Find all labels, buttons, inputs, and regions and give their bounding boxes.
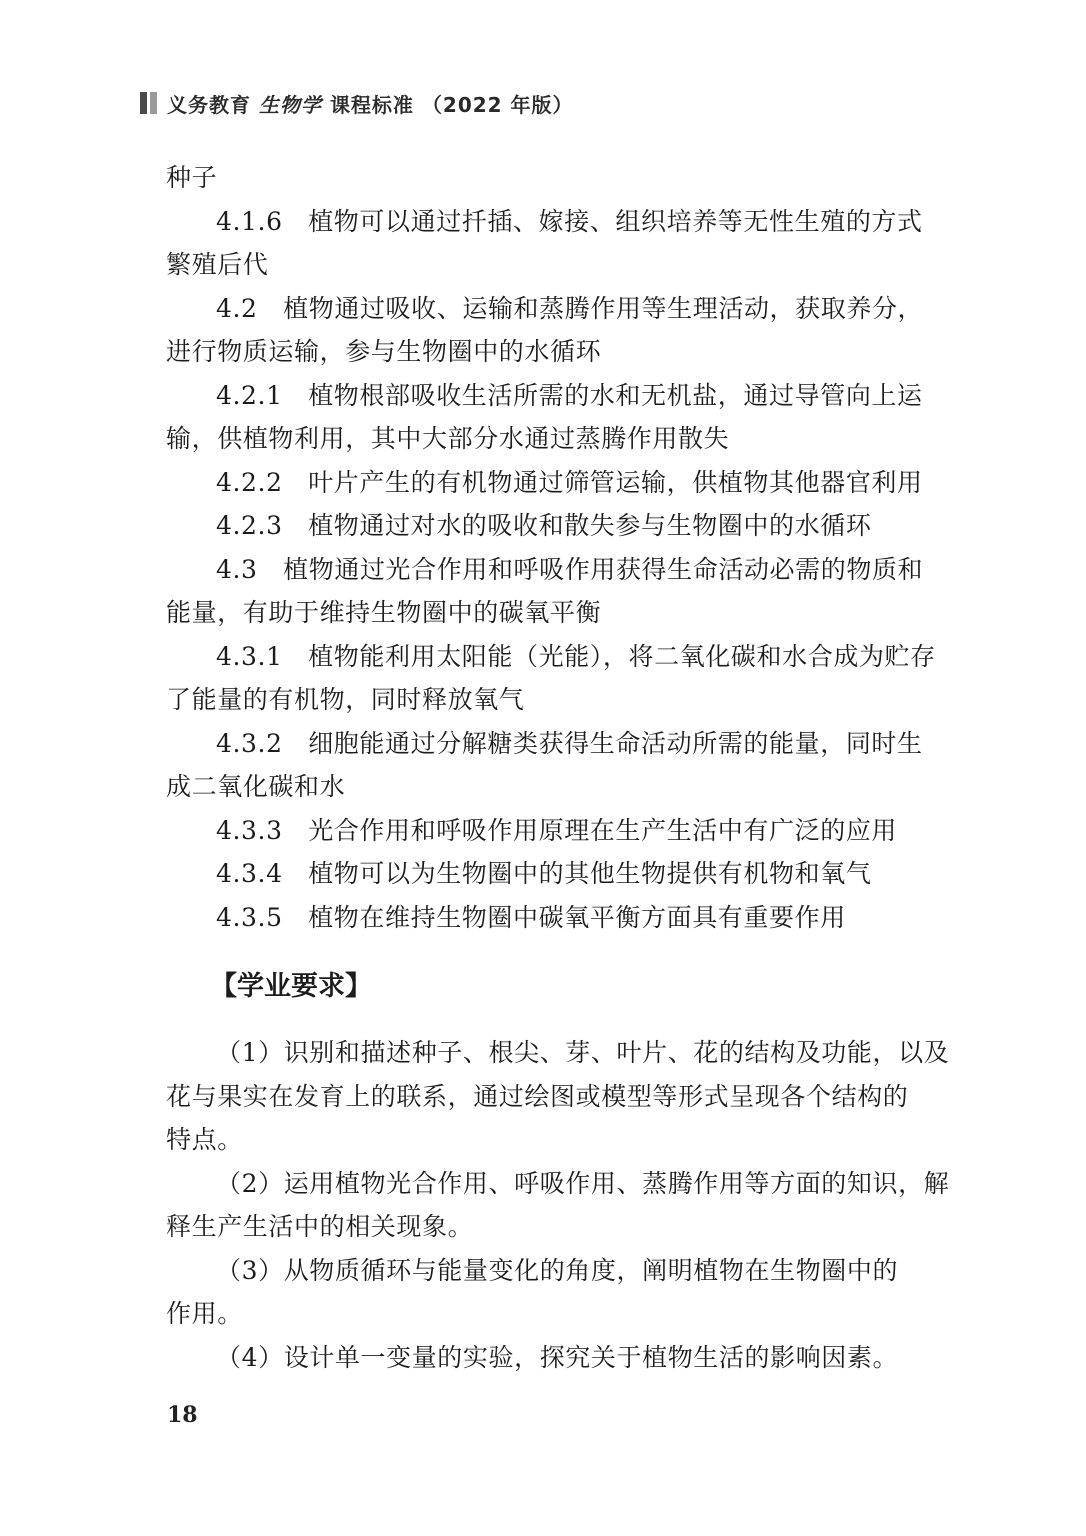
requirement-line: 作用。 <box>166 1299 243 1328</box>
requirement-line: 释生产生活中的相关现象。 <box>166 1212 474 1241</box>
header-bar-icon <box>140 92 157 114</box>
running-header <box>140 88 574 118</box>
header-title <box>167 89 574 118</box>
text-line: 进行物质运输，参与生物圈中的水循环 <box>166 337 602 366</box>
text-line: 种子 <box>166 163 218 192</box>
text-line: 4.3.1 植物能利用太阳能（光能），将二氧化碳和水合成为贮存 <box>216 641 936 671</box>
content-lines <box>166 156 936 939</box>
text-line: 4.2.2 叶片产生的有机物通过筛管运输，供植物其他器官利用 <box>216 467 923 497</box>
text-line: 4.3 植物通过光合作用和呼吸作用获得生命活动必需的物质和 <box>216 554 924 584</box>
requirement-line: （4）设计单一变量的实验，探究关于植物生活的影响因素。 <box>216 1342 899 1372</box>
header-title-part1: 义务教育 <box>167 92 251 117</box>
text-line: 4.3.5 植物在维持生物圈中碳氧平衡方面具有重要作用 <box>216 902 846 932</box>
header-title-part2: 生物学 <box>258 92 322 117</box>
requirement-line: 特点。 <box>166 1125 243 1154</box>
requirement-line: 花与果实在发育上的联系，通过绘图或模型等形式呈现各个结构的 <box>166 1081 909 1111</box>
requirement-lines <box>166 1031 950 1379</box>
header-title-part3: 课程标准 <box>329 92 414 117</box>
text-line: 4.3.2 细胞能通过分解糖类获得生命活动所需的能量，同时生 <box>216 728 923 758</box>
text-line: 4.3.3 光合作用和呼吸作用原理在生产生活中有广泛的应用 <box>216 815 898 845</box>
page-body <box>166 156 950 1379</box>
requirement-line: （2）运用植物光合作用、呼吸作用、蒸腾作用等方面的知识，解 <box>216 1168 950 1198</box>
requirement-line: （1）识别和描述种子、根尖、芽、叶片、花的结构及功能，以及 <box>216 1038 950 1067</box>
text-line: 了能量的有机物，同时释放氧气 <box>166 685 525 714</box>
text-line: 输，供植物利用，其中大部分水通过蒸腾作用散失 <box>166 424 730 453</box>
section-heading: 【学业要求】 <box>210 971 372 1002</box>
text-line: 能量，有助于维持生物圈中的碳氧平衡 <box>166 598 602 627</box>
requirement-line: （3）从物质循环与能量变化的角度，阐明植物在生物圈中的 <box>216 1255 899 1285</box>
text-line: 繁殖后代 <box>166 250 269 279</box>
text-line: 成二氧化碳和水 <box>166 772 346 801</box>
header-title-part4: （2022 年版） <box>421 92 574 117</box>
text-line: 4.1.6 植物可以通过扦插、嫁接、组织培养等无性生殖的方式 <box>216 206 923 236</box>
text-line: 4.2.3 植物通过对水的吸收和散失参与生物圈中的水循环 <box>216 511 872 540</box>
text-line: 4.3.4 植物可以为生物圈中的其他生物提供有机物和氧气 <box>216 859 872 888</box>
page-number: 18 <box>167 1402 198 1428</box>
text-line: 4.2.1 植物根部吸收生活所需的水和无机盐，通过导管向上运 <box>216 380 923 410</box>
text-line: 4.2 植物通过吸收、运输和蒸腾作用等生理活动，获取养分， <box>216 293 924 323</box>
